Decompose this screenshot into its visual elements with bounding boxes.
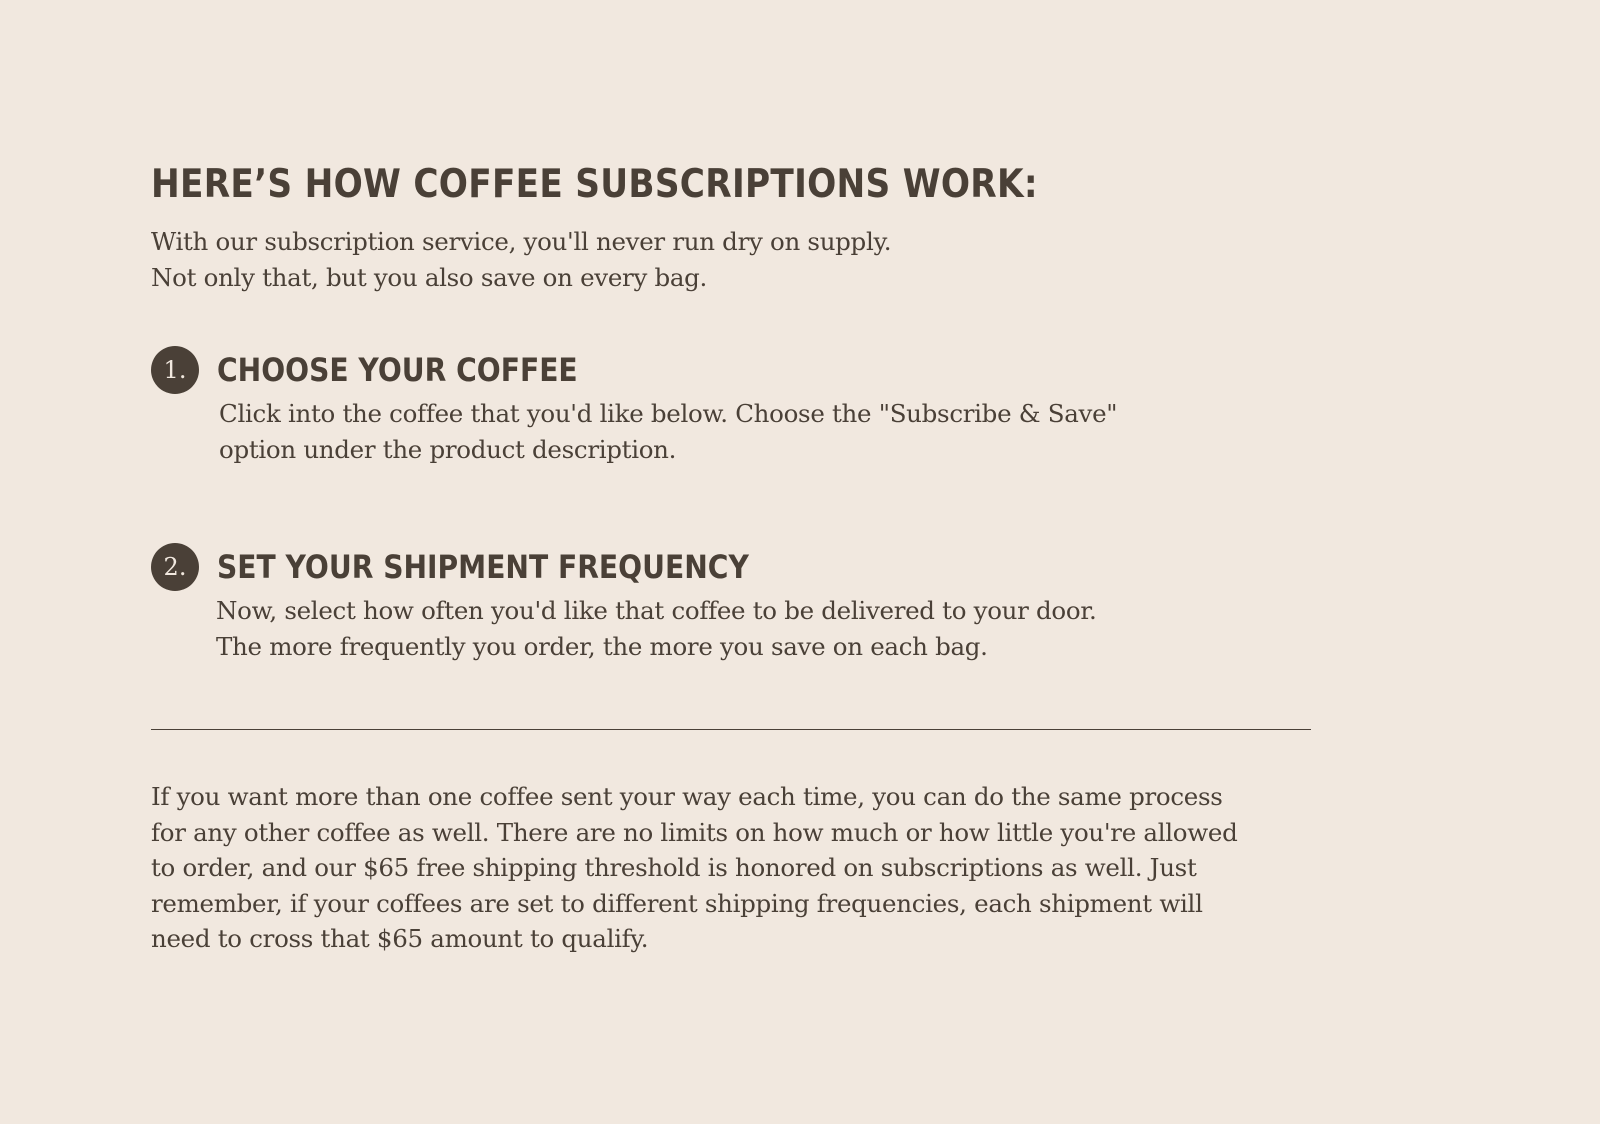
intro-line: Not only that, but you also save on every bag. [151, 262, 708, 292]
page-title: HERE’S HOW COFFEE SUBSCRIPTIONS WORK: [151, 162, 1038, 207]
intro-paragraph [151, 224, 1311, 295]
step-title: SET YOUR SHIPMENT FREQUENCY [217, 548, 749, 586]
closing-line: need to cross that $65 amount to qualify. [151, 924, 649, 953]
subscription-info-section [151, 155, 1311, 953]
step-description-line: option under the product description. [219, 434, 677, 464]
closing-line: for any other coffee as well. There are no limits on how much or how little you're allowed [151, 817, 1238, 847]
step-number-badge: 2. [151, 543, 199, 591]
intro-line: With our subscription service, you'll never run dry on supply. [151, 227, 892, 256]
step-number-badge: 1. [151, 346, 199, 394]
step-title: CHOOSE YOUR COFFEE [217, 351, 578, 389]
step-description-line: The more frequently you order, the more you save on each bag. [216, 631, 988, 661]
closing-paragraph [151, 779, 1311, 957]
step-description-line: Now, select how often you'd like that coffee to be delivered to your door. [216, 596, 1097, 625]
closing-line: to order, and our $65 free shipping threshold is honored on subscriptions as well. Just [151, 853, 1197, 882]
step-description [216, 593, 1097, 664]
closing-line: If you want more than one coffee sent your way each time, you can do the same process [151, 782, 1223, 811]
closing-line: remember, if your coffees are set to different shipping frequencies, each shipment will [151, 888, 1203, 918]
section-divider [151, 729, 1311, 730]
step-description [219, 396, 1117, 467]
step-description-line: Click into the coffee that you'd like below. Choose the "Subscribe & Save" [219, 399, 1118, 428]
